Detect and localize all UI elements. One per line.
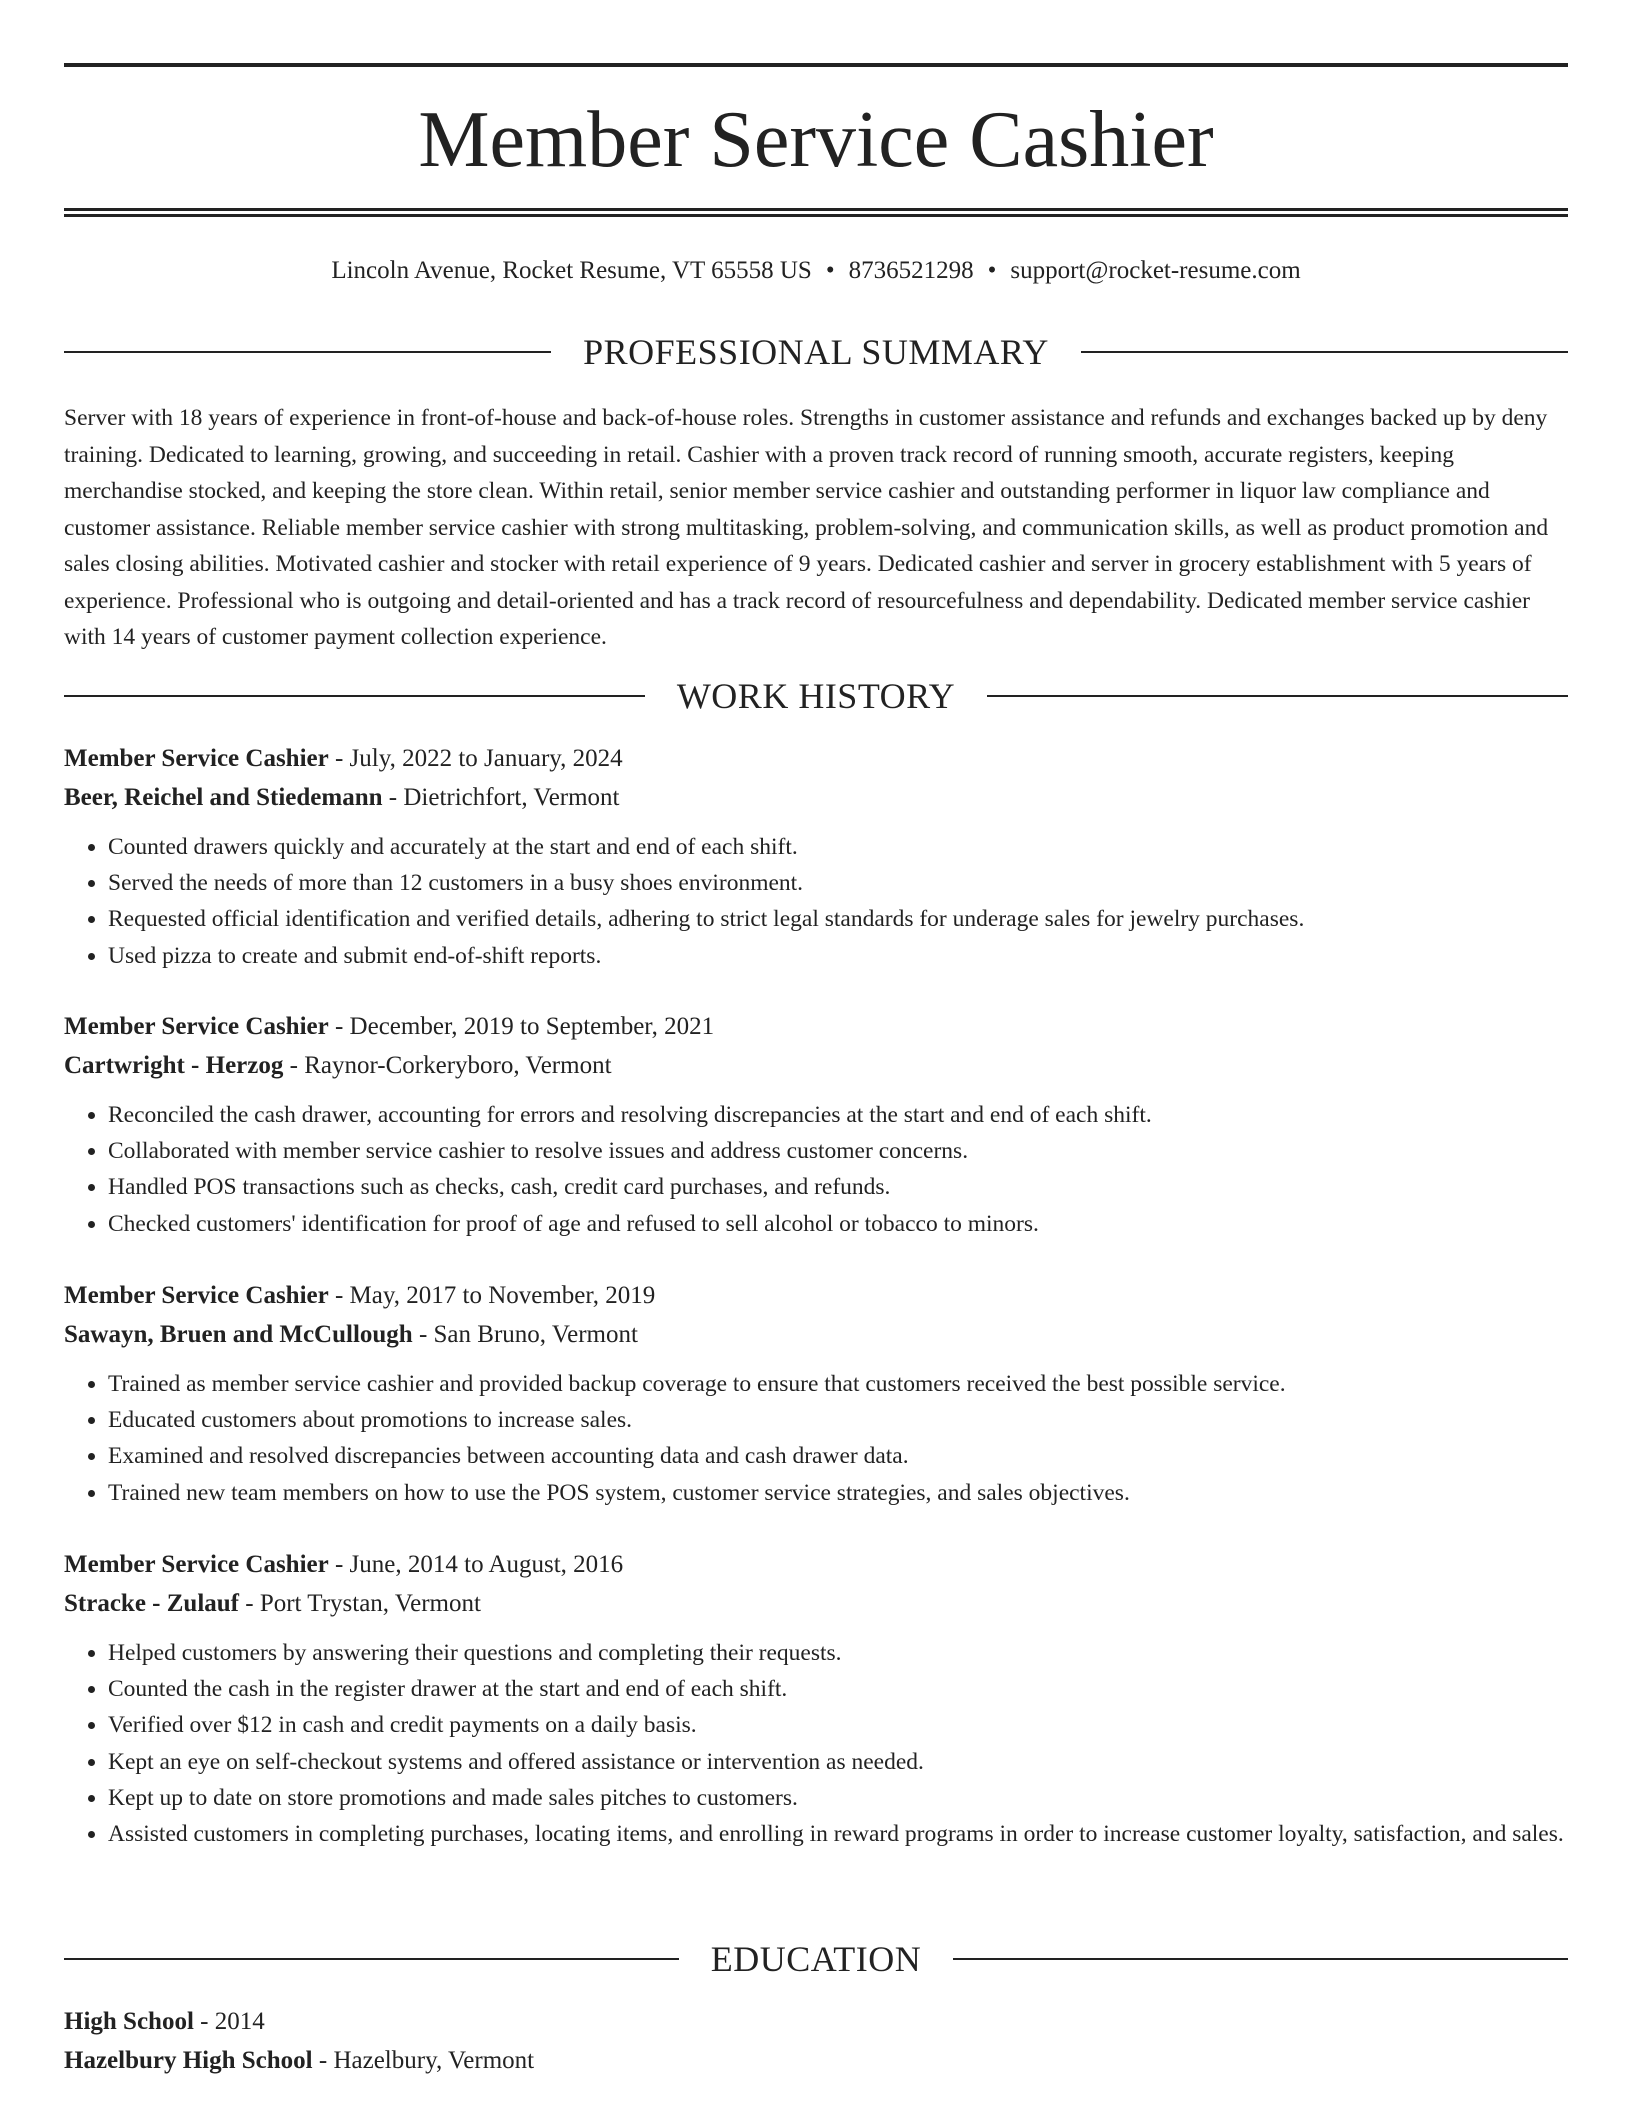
job-location: - Port Trystan, Vermont [239,1590,481,1617]
section-header-summary [64,330,1568,374]
section-title: EDUCATION [710,1939,922,1979]
job-title: Member Service Cashier [64,1013,329,1040]
section-rule-left [64,351,551,353]
education-degree: High School [64,2008,194,2035]
section-rule-right [987,695,1568,697]
job-bullet: • Kept up to date on store promotions and made sales pitches to customers. [108,1780,1568,1816]
job-bullet: • Trained new team members on how to use the POS system, customer service strategies, and sales objectives. [108,1475,1568,1511]
job-employer: Stracke - Zulauf [64,1590,239,1617]
job-bullet: • Reconciled the cash drawer, accounting for errors and resolving discrepancies at the start and end of each shift. [108,1097,1568,1133]
job-bullet: • Kept an eye on self-checkout systems and offered assistance or intervention as needed. [108,1744,1568,1780]
job-entry [64,1277,1568,1511]
section-rule-left [64,695,645,697]
education-year: - 2014 [193,2008,265,2035]
job-entry [64,1546,1568,1852]
job-bullet: • Handled POS transactions such as checks, cash, credit card purchases, and refunds. [108,1169,1568,1205]
job-bullet: • Collaborated with member service cashier to resolve issues and address customer concerns. [108,1133,1568,1169]
contact-email[interactable]: support@rocket-resume.com [1010,257,1301,284]
job-bullet: • Trained as member service cashier and provided backup coverage to ensure that customers received the best possible service. [108,1366,1568,1402]
section-rule-right [953,1958,1568,1960]
job-bullet: • Used pizza to create and submit end-of-shift reports. [108,938,1568,974]
job-bullet: • Verified over $12 in cash and credit payments on a daily basis. [108,1707,1568,1743]
job-location: - San Bruno, Vermont [412,1321,638,1348]
job-location: - Raynor-Corkeryboro, Vermont [283,1052,612,1079]
job-employer-line [64,779,1568,817]
header-double-rule [64,208,1568,217]
job-bullet: • Served the needs of more than 12 customers in a busy shoes environment. [108,865,1568,901]
top-rule [64,63,1568,67]
job-title-line [64,1008,1568,1046]
job-title: Member Service Cashier [64,1551,329,1578]
section-header-education [64,1937,1568,1981]
job-bullet: • Examined and resolved discrepancies between accounting data and cash drawer data. [108,1438,1568,1474]
contact-line [64,254,1568,288]
job-dates: - June, 2014 to August, 2016 [328,1551,624,1578]
job-bullet: • Counted the cash in the register drawer at the start and end of each shift. [108,1671,1568,1707]
contact-phone[interactable]: 8736521298 [848,257,974,284]
job-dates: - July, 2022 to January, 2024 [328,745,623,772]
education-degree-line [64,2003,1568,2041]
job-bullet: • Helped customers by answering their questions and completing their requests. [108,1635,1568,1671]
job-employer: Cartwright - Herzog [64,1052,284,1079]
job-employer-line [64,1316,1568,1354]
job-entry [64,1008,1568,1242]
job-employer: Beer, Reichel and Stiedemann [64,784,383,811]
education-school-line [64,2042,1568,2080]
job-title: Member Service Cashier [64,1282,329,1309]
job-location: - Dietrichfort, Vermont [382,784,620,811]
job-bullets [64,1366,1568,1511]
contact-separator: • [825,257,835,284]
job-title: Member Service Cashier [64,745,329,772]
section-rule-right [1081,351,1568,353]
job-bullet: • Checked customers' identification for proof of age and refused to sell alcohol or tobacco to minors. [108,1206,1568,1242]
section-header-work [64,674,1568,718]
education-location: - Hazelbury, Vermont [312,2047,535,2074]
job-bullet: • Assisted customers in completing purchases, locating items, and enrolling in reward programs in order to increase customer loyalty, satisfaction, and sales. [108,1816,1568,1852]
contact-separator: • [987,257,997,284]
job-employer-line [64,1585,1568,1623]
contact-address: Lincoln Avenue, Rocket Resume, VT 65558 US [331,257,812,284]
job-bullet: • Educated customers about promotions to increase sales. [108,1402,1568,1438]
section-rule-left [64,1958,679,1960]
job-dates: - December, 2019 to September, 2021 [328,1013,715,1040]
job-bullet: • Requested official identification and verified details, adhering to strict legal standards for underage sales for jewelry purchases. [108,901,1568,937]
job-title-line [64,740,1568,778]
job-entry [64,740,1568,974]
professional-summary: Server with 18 years of experience in front-of-house and back-of-house roles. Strengths in customer assistance and refunds and exchanges backed up by deny training. Dedicated to learning, growing, and succeeding in retail. Cashier with a proven track record of running smooth, accurate registers, keeping merchandise stocked, and keeping the store clean. Within retail, senior member service cashier and outstanding performer in liquor law compliance and customer assistance. Reliable member service cashier with strong multitasking, problem-solving, and communication skills, as well as product promotion and sales closing abilities. Motivated cashier and stocker with retail experience of 9 years. Dedicated cashier and server in grocery establishment with 5 years of experience. Professional who is outgoing and detail-oriented and has a track record of resourcefulness and dependability. Dedicated member service cashier with 14 years of customer payment collection experience. [64,405,1549,650]
education-entry [64,2003,1568,2080]
job-bullets [64,1097,1568,1242]
job-title-line [64,1546,1568,1584]
job-employer: Sawayn, Bruen and McCullough [64,1321,413,1348]
job-bullets [64,1635,1568,1852]
job-bullets [64,829,1568,974]
section-title: WORK HISTORY [676,676,956,716]
section-title: PROFESSIONAL SUMMARY [583,332,1049,372]
job-bullet: • Counted drawers quickly and accurately at the start and end of each shift. [108,829,1568,865]
job-title-line [64,1277,1568,1315]
resume-name: Member Service Cashier [418,96,1214,184]
job-employer-line [64,1047,1568,1085]
education-school: Hazelbury High School [64,2047,313,2074]
job-dates: - May, 2017 to November, 2019 [328,1282,656,1309]
